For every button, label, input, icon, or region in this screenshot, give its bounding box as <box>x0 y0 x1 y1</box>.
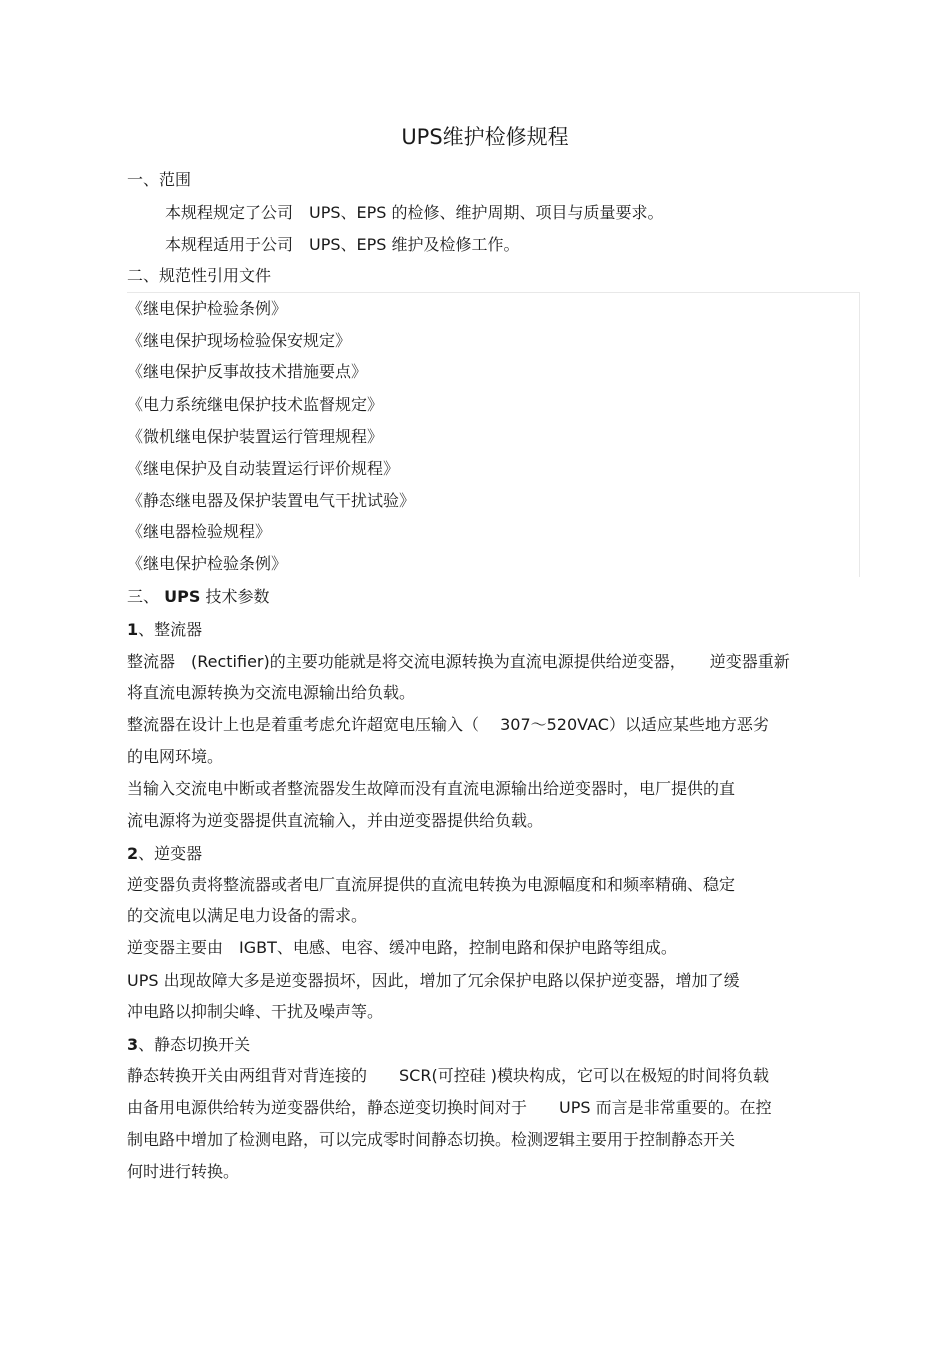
subheading-static-switch <box>127 1034 250 1056</box>
reference-item: 《电力系统继电保护技术监督规定》 <box>127 395 384 414</box>
rectifier-text-line: 当输入交流电中断或者整流器发生故障而没有直流电源输出给逆变器时，电厂提供的直 <box>127 779 736 798</box>
rectifier-text-line: 的电网环境。 <box>127 747 224 766</box>
reference-item: 《继电保护检验条例》 <box>127 299 288 318</box>
inverter-text-line: UPS 出现故障大多是逆变器损坏，因此，增加了冗余保护电路以保护逆变器，增加了缓 <box>127 971 740 990</box>
document-title: UPS维护检修规程 <box>401 125 569 149</box>
static-switch-text-line: 静态转换开关由两组背对背连接的 SCR(可控硅 )模块构成，它可以在极短的时间将负载 <box>127 1066 770 1085</box>
reference-item: 《微机继电保护装置运行管理规程》 <box>127 427 384 446</box>
rectifier-text-line: 整流器在设计上也是着重考虑允许超宽电压输入（ 307～520VAC）以适应某些地方恶劣 <box>127 715 769 734</box>
reference-item: 《静态继电器及保护装置电气干扰试验》 <box>127 491 416 510</box>
section-heading-suffix: 技术参数 <box>205 587 270 606</box>
scope-paragraph-1: 本规程规定了公司 UPS、EPS 的检修、维护周期、项目与质量要求。 <box>165 203 664 222</box>
section-number: 三、 <box>127 587 160 606</box>
inverter-text-line: 逆变器主要由 IGBT、电感、电容、缓冲电路，控制电路和保护电路等组成。 <box>127 938 677 957</box>
rectifier-text-line: 流电源将为逆变器提供直流输入，并由逆变器提供给负载。 <box>127 811 544 830</box>
section-heading-ups: UPS <box>164 587 201 606</box>
reference-item: 《继电器检验规程》 <box>127 522 272 541</box>
rectifier-text-line: 整流器 (Rectifier)的主要功能就是将交流电源转换为直流电源提供给逆变器， 逆变器重新 <box>127 652 790 671</box>
subheading-number: 1 <box>127 620 139 639</box>
static-switch-text-line: 何时进行转换。 <box>127 1162 240 1181</box>
reference-item: 《继电保护反事故技术措施要点》 <box>127 362 368 381</box>
static-switch-text-line: 由备用电源供给转为逆变器供给，静态逆变切换时间对于 UPS 而言是非常重要的。在控 <box>127 1098 772 1117</box>
inverter-text-line: 逆变器负责将整流器或者电厂直流屏提供的直流电转换为电源幅度和和频率精确、稳定 <box>127 875 736 894</box>
section-heading-ups-params <box>127 586 269 608</box>
subheading-rectifier <box>127 619 202 641</box>
subheading-inverter <box>127 843 202 865</box>
static-switch-text-line: 制电路中增加了检测电路，可以完成零时间静态切换。检测逻辑主要用于控制静态开关 <box>127 1130 736 1149</box>
subheading-label: 、逆变器 <box>138 844 203 863</box>
reference-item: 《继电保护及自动装置运行评价规程》 <box>127 459 400 478</box>
subheading-label: 、静态切换开关 <box>138 1035 251 1054</box>
inverter-text-line: 冲电路以抑制尖峰、干扰及噪声等。 <box>127 1002 384 1021</box>
subheading-label: 、整流器 <box>138 620 203 639</box>
section-heading-scope: 一、范围 <box>127 170 192 189</box>
inverter-text-line: 的交流电以满足电力设备的需求。 <box>127 906 368 925</box>
scope-paragraph-2: 本规程适用于公司 UPS、EPS 维护及检修工作。 <box>165 235 520 254</box>
rectifier-text-line: 将直流电源转换为交流电源输出给负载。 <box>127 683 416 702</box>
subheading-number: 2 <box>127 844 139 863</box>
section-heading-references: 二、规范性引用文件 <box>127 266 272 285</box>
reference-item: 《继电保护现场检验保安规定》 <box>127 331 352 350</box>
subheading-number: 3 <box>127 1035 139 1054</box>
reference-item: 《继电保护检验条例》 <box>127 554 288 573</box>
